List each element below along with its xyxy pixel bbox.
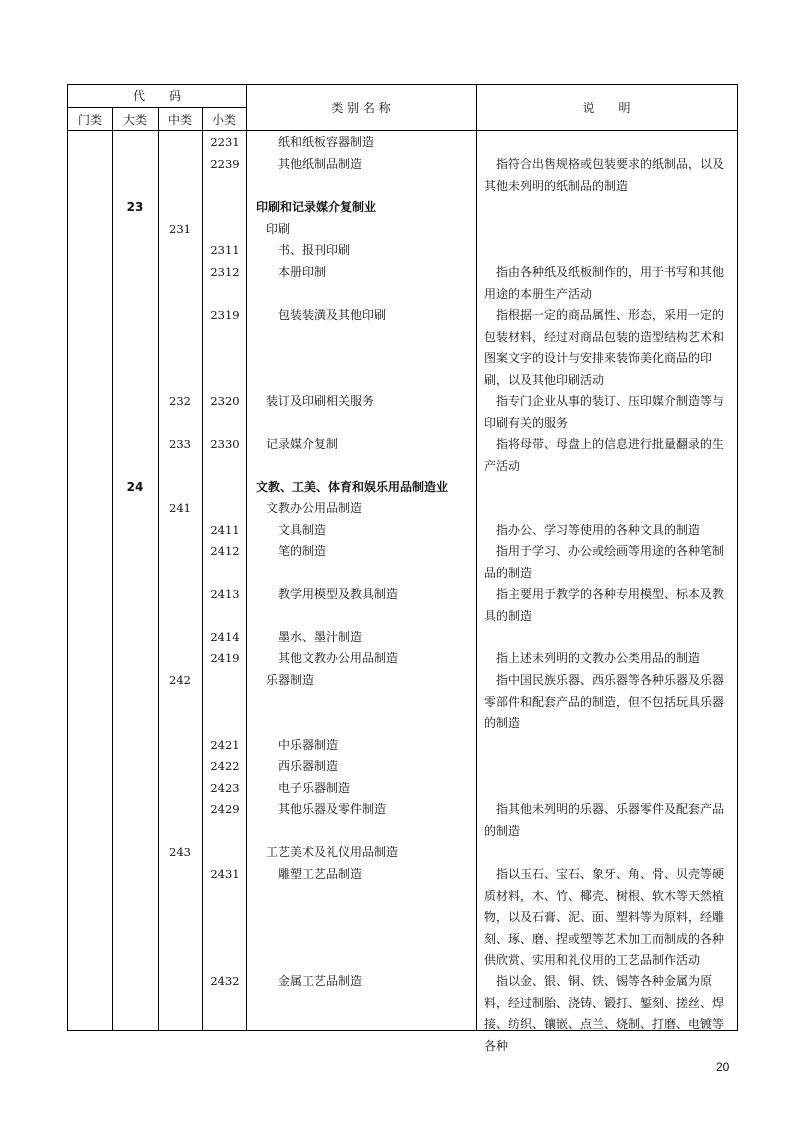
middle-code: 243 — [169, 845, 191, 859]
category-name: 本册印制 — [278, 265, 327, 279]
category-name: 教学用模型及教具制造 — [278, 587, 399, 601]
category-name: 记录媒介复制 — [266, 437, 339, 451]
category-description: 指由各种纸及纸板制作的，用于书写和其他用途的本册生产活动 — [484, 265, 725, 301]
divider-desc — [476, 85, 477, 1030]
category-name: 印刷和记录媒介复制业 — [256, 200, 377, 214]
category-name: 其他纸制品制造 — [278, 157, 363, 171]
header-code: 代 码 — [132, 89, 181, 103]
minor-code: 2320 — [210, 394, 240, 408]
minor-code: 2432 — [210, 974, 240, 988]
category-description: 指将母带、母盘上的信息进行批量翻录的生产活动 — [484, 437, 725, 473]
category-name: 其他乐器及零件制造 — [278, 802, 387, 816]
header-bottom-line — [68, 130, 737, 131]
category-name: 乐器制造 — [266, 673, 315, 687]
minor-code: 2431 — [210, 867, 240, 881]
header-major: 大类 — [122, 113, 147, 127]
category-name: 工艺美术及礼仪用品制造 — [266, 845, 399, 859]
category-name: 文教、工美、体育和娱乐用品制造业 — [256, 480, 449, 494]
category-description: 指专门企业从事的装订、压印媒介制造等与印刷有关的服务 — [484, 394, 725, 430]
minor-code: 2413 — [210, 587, 240, 601]
minor-code: 2423 — [210, 781, 240, 795]
classification-table — [67, 84, 738, 1053]
page-number: 20 — [716, 1060, 730, 1074]
category-name: 书、报刊印刷 — [278, 243, 351, 257]
category-name: 笔的制造 — [278, 544, 327, 558]
category-name: 印刷 — [266, 222, 291, 236]
middle-code: 231 — [169, 222, 191, 236]
minor-code: 2419 — [210, 651, 240, 665]
category-name: 墨水、墨汁制造 — [278, 630, 363, 644]
category-name: 装订及印刷相关服务 — [266, 394, 375, 408]
category-name: 电子乐器制造 — [278, 781, 351, 795]
category-description: 指用于学习、办公或绘画等用途的各种笔制品的制造 — [484, 544, 725, 580]
category-name: 其他文教办公用品制造 — [278, 651, 399, 665]
category-description: 指其他未列明的乐器、乐器零件及配套产品的制造 — [484, 802, 725, 838]
middle-code: 232 — [169, 394, 191, 408]
minor-code: 2231 — [210, 135, 240, 149]
header-middle: 中类 — [167, 113, 192, 127]
category-name: 文教办公用品制造 — [266, 501, 363, 515]
category-name: 雕塑工艺品制造 — [278, 867, 363, 881]
major-code: 23 — [126, 200, 144, 214]
minor-code: 2422 — [210, 759, 240, 773]
minor-code: 2412 — [210, 544, 240, 558]
category-name: 文具制造 — [278, 523, 327, 537]
category-description: 指以玉石、宝石、象牙、角、骨、贝壳等硬质材料，木、竹、椰壳、树根、软木等天然植物，以及石膏、泥、面、塑料等为原料，经雕刻、琢、磨、捏或塑等艺术加工而制成的各种供欣赏、实用和礼仪用的工艺品制作活动 — [484, 867, 725, 967]
major-code: 24 — [126, 480, 144, 494]
header-desc: 说 明 — [582, 101, 631, 115]
category-description: 指主要用于教学的各种专用模型、标本及教具的制造 — [484, 587, 725, 623]
middle-code: 241 — [169, 501, 191, 515]
category-name: 纸和纸板容器制造 — [278, 135, 375, 149]
header-name: 类 别 名 称 — [331, 101, 391, 115]
category-description: 指根据一定的商品属性、形态，采用一定的包装材料，经过对商品包装的造型结构艺术和图案文字的设计与安排来装饰美化商品的印刷，以及其他印刷活动 — [484, 308, 725, 387]
header-minor: 小类 — [211, 113, 236, 127]
category-description: 指符合出售规格或包装要求的纸制品，以及其他未列明的纸制品的制造 — [484, 157, 725, 193]
minor-code: 2429 — [210, 802, 240, 816]
minor-code: 2239 — [210, 157, 240, 171]
category-description: 指上述未列明的文教办公类用品的制造 — [496, 651, 701, 665]
category-name: 包装装潢及其他印刷 — [278, 308, 387, 322]
minor-code: 2311 — [210, 243, 240, 257]
category-description: 指以金、银、铜、铁、锡等各种金属为原料，经过制胎、浇铸、锻打、錾刻、搓丝、焊接、纺织、镶嵌、点兰、烧制、打磨、电镀等各种 — [484, 974, 725, 1053]
category-name: 金属工艺品制造 — [278, 974, 363, 988]
minor-code: 2411 — [210, 523, 240, 537]
divider-middle — [158, 107, 159, 1030]
category-name: 西乐器制造 — [278, 759, 339, 773]
minor-code: 2312 — [210, 265, 240, 279]
minor-code: 2319 — [210, 308, 240, 322]
category-description: 指办公、学习等使用的各种文具的制造 — [496, 523, 701, 537]
category-name: 中乐器制造 — [278, 738, 339, 752]
category-description: 指中国民族乐器、西乐器等各种乐器及乐器零部件和配套产品的制造，但不包括玩具乐器的制造 — [484, 673, 725, 730]
header-section: 门类 — [77, 113, 102, 127]
minor-code: 2421 — [210, 738, 240, 752]
header-mid-line — [68, 107, 246, 108]
middle-code: 233 — [169, 437, 191, 451]
minor-code: 2414 — [210, 630, 240, 644]
minor-code: 2330 — [210, 437, 240, 451]
middle-code: 242 — [169, 673, 191, 687]
divider-major — [112, 107, 113, 1030]
